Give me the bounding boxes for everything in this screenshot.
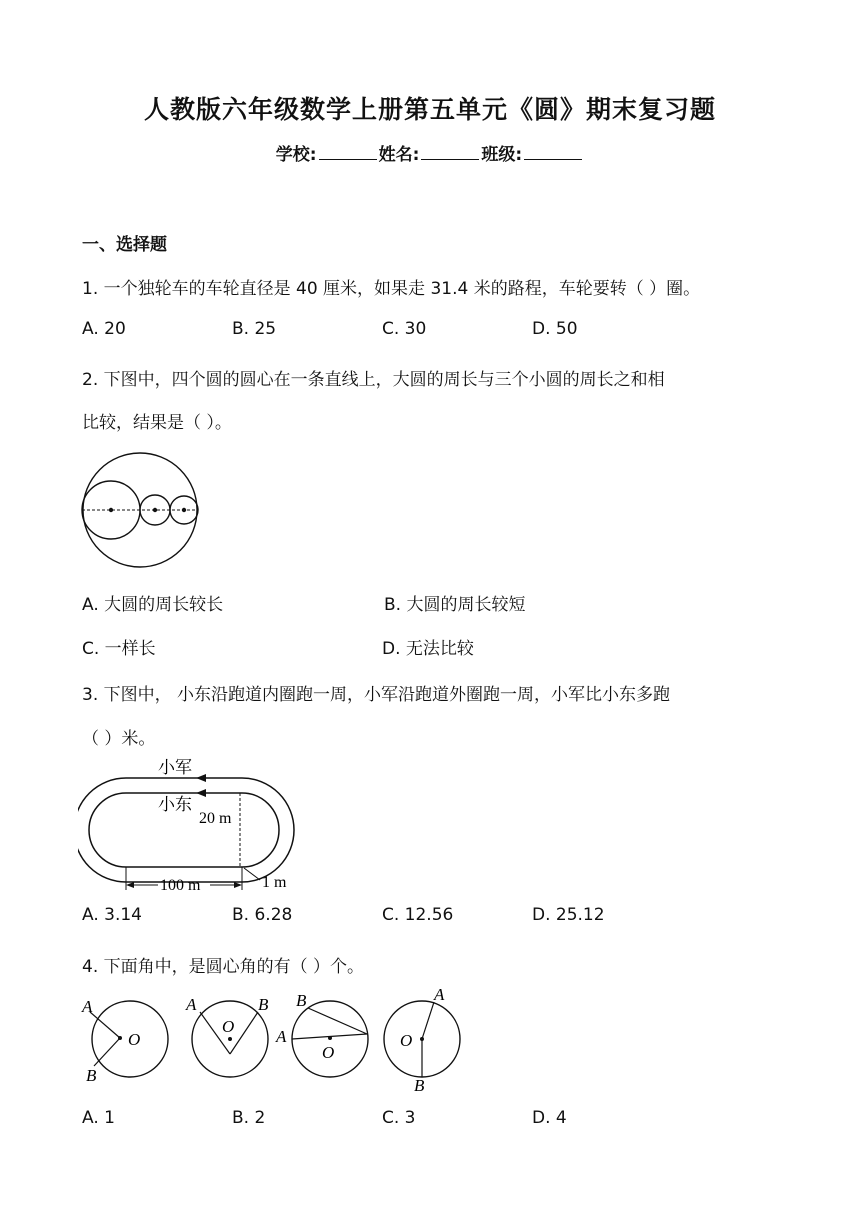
svg-text:B: B	[296, 991, 307, 1010]
question-2-text-line1: 2. 下图中，四个圆的圆心在一条直线上，大圆的周长与三个小圆的周长之和相	[82, 370, 665, 390]
svg-text:A: A	[434, 985, 445, 1004]
q2-option-d: D. 无法比较	[382, 639, 474, 659]
label-20m: 20 m	[199, 810, 232, 827]
q3-option-a: A. 3.14	[82, 905, 142, 925]
svg-text:A: A	[186, 995, 197, 1014]
outer-arrow	[196, 774, 206, 782]
svg-text:A: A	[82, 997, 93, 1016]
question-3-text-line1: 3. 下图中， 小东沿跑道内圈跑一周，小军沿跑道外圈跑一周，小军比小东多跑	[82, 685, 671, 705]
question-3-text-line2: （ ）米。	[82, 729, 156, 749]
q2-option-a: A. 大圆的周长较长	[82, 595, 224, 615]
q1-option-c: C. 30	[382, 319, 427, 339]
svg-text:B: B	[414, 1076, 425, 1095]
q4-option-d: D. 4	[532, 1108, 567, 1128]
q4-option-c: C. 3	[382, 1108, 416, 1128]
q1-option-b: B. 25	[232, 319, 277, 339]
class-blank	[524, 145, 582, 160]
angle-figure-4	[384, 985, 460, 1095]
page-title: 人教版六年级数学上册第五单元《圆》期末复习题	[143, 95, 716, 124]
svg-text:O: O	[322, 1043, 335, 1062]
label-xiaojun: 小军	[158, 758, 192, 777]
svg-text:B: B	[258, 995, 269, 1014]
label-1m: 1 m	[262, 874, 287, 891]
q3-option-b: B. 6.28	[232, 905, 293, 925]
q1-option-a: A. 20	[82, 319, 126, 339]
svg-text:A: A	[276, 1027, 287, 1046]
question-1-text: 1. 一个独轮车的车轮直径是 40 厘米，如果走 31.4 米的路程，车轮要转（ ）圈。	[82, 279, 701, 299]
center-dot-3	[182, 508, 186, 512]
dim-arrow-right	[234, 882, 242, 888]
center-dot-1	[109, 508, 113, 512]
q2-option-b: B. 大圆的周长较短	[384, 595, 526, 615]
label-100m: 100 m	[160, 877, 201, 894]
angle-figure-1	[81, 997, 168, 1085]
question-2-text-line2: 比较，结果是（ ）。	[82, 413, 232, 433]
inner-arrow	[196, 789, 206, 797]
central-angle-figures	[76, 984, 476, 1096]
dim-arrow-left	[126, 882, 134, 888]
angle-figure-3	[275, 991, 368, 1077]
school-blank	[319, 145, 377, 160]
q4-option-b: B. 2	[232, 1108, 266, 1128]
running-track-figure	[78, 756, 298, 898]
four-circles-figure	[78, 450, 204, 570]
q3-option-c: C. 12.56	[382, 905, 454, 925]
school-label: 学校:	[275, 145, 317, 165]
section-heading: 一、选择题	[82, 235, 167, 255]
angle-figure-2	[185, 995, 269, 1077]
svg-text:O: O	[400, 1031, 413, 1050]
svg-text:O: O	[128, 1030, 141, 1049]
label-xiaodong: 小东	[158, 795, 192, 814]
question-4-text: 4. 下面角中，是圆心角的有（ ）个。	[82, 957, 365, 977]
q4-option-a: A. 1	[82, 1108, 115, 1128]
name-label: 姓名:	[378, 145, 420, 165]
q1-option-d: D. 50	[532, 319, 578, 339]
svg-text:B: B	[86, 1066, 97, 1085]
center-dot-2	[153, 508, 157, 512]
q3-option-d: D. 25.12	[532, 905, 605, 925]
q2-option-c: C. 一样长	[82, 639, 156, 659]
width-pointer-line	[244, 868, 260, 880]
class-label: 班级:	[481, 145, 523, 165]
name-blank	[421, 145, 479, 160]
student-info-line	[0, 140, 860, 165]
svg-text:O: O	[222, 1017, 235, 1036]
